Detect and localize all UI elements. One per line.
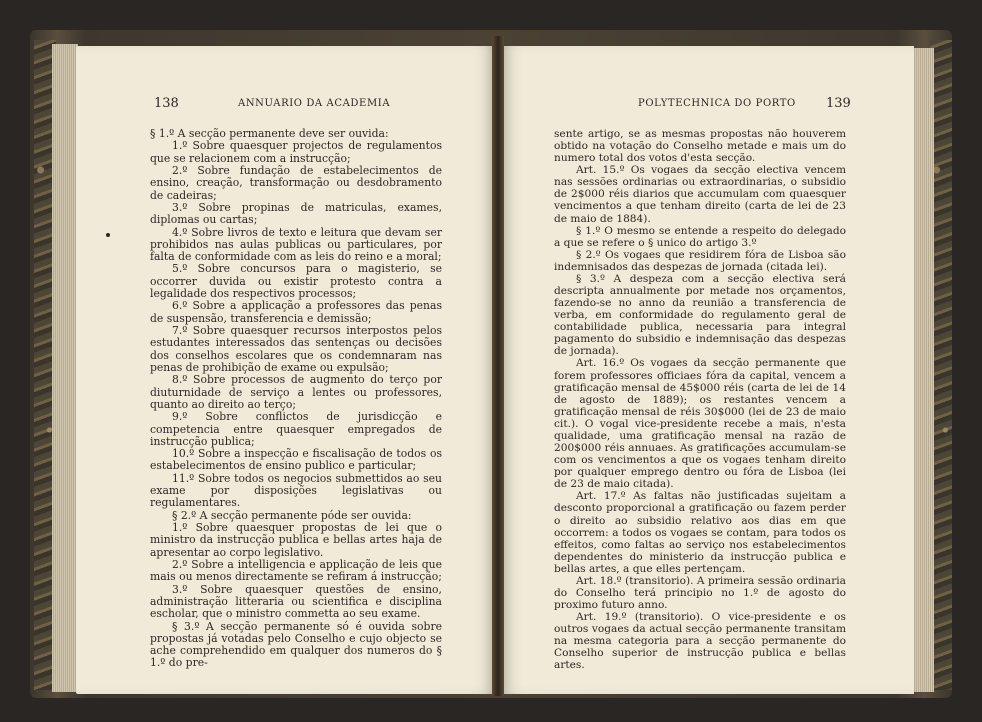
- paragraph: 7.º Sobre quaesquer recursos interpostos pelos estudantes interessados das sentenças ou decisões dos conselhos escolares que os condemnaram nas penas de prohibição de exame ou expulsão;: [150, 324, 442, 374]
- book-gutter: [492, 36, 504, 696]
- paragraph: 3.º Sobre propinas de matriculas, exames, diplomas ou cartas;: [150, 200, 442, 227]
- paragraph: 6.º Sobre a applicação a professores das penas de suspensão, transferencia e demissão;: [150, 299, 442, 325]
- page-number: 138: [154, 96, 179, 111]
- paragraph: 4.º Sobre livros de texto e leitura que devam ser prohibidos nas aulas publicas ou particulares, por falta de conformidade com as leis do reino e a moral;: [150, 225, 442, 264]
- paragraph: Art. 18.º (transitorio). A primeira sessão ordinaria do Conselho terá principio no 1.º de agosto do proximo futuro anno.: [554, 574, 846, 612]
- left-page: [76, 46, 496, 694]
- page-edges-right: [912, 48, 934, 692]
- paragraph: sente artigo, se as mesmas propostas não houverem obtido na votação do Conselho metade e mais um do numero total dos votos d'esta secção.: [554, 128, 846, 165]
- paragraph: 2.º Sobre fundação de estabelecimentos de ensino, creação, transformação ou desdobramento de cadeiras;: [150, 163, 442, 202]
- paragraph: § 1.º A secção permanente deve ser ouvida:: [150, 127, 389, 140]
- page-text: [150, 128, 442, 670]
- paragraph: 5.º Sobre concursos para o magisterio, se occorrer duvida ou existir protesto contra a legalidade dos respectivos processos;: [150, 262, 442, 301]
- paragraph: 8.º Sobre processos de augmento do terço por diuturnidade de serviço a lentes ou professores, quanto ao direito ao terço;: [150, 373, 442, 411]
- paragraph: § 3.º A despeza com a secção electiva será descripta annualmente por metade nos orçamentos, fazendo-se no anno da reunião a transferencia de verba, em conformidade do regulamento geral de contabilidade publica, necessaria para integral pagamento do subsidio e indemnisação das despezas de jornada).: [554, 272, 846, 358]
- paragraph: § 3.º A secção permanente só é ouvida sobre propostas já votadas pelo Conselho e cujo objecto se ache comprehendido em qualquer dos numeros do § 1.º do pre-: [150, 619, 442, 670]
- paragraph: Art. 19.º (transitorio). O vice-presidente e os outros vogaes da actual secção permanente transitam na mesma categoria para a secção permanente do Conselho superior de instrucção publica e bellas artes.: [554, 611, 846, 672]
- page-number: 139: [826, 96, 851, 111]
- paragraph: Art. 15.º Os vogaes da secção electiva vencem nas sessões ordinarias ou extraordinarias, o subsidio de 2$000 réis diarios que accumulam com quaesquer vencimentos a que tenham direito (carta de lei de 23 de maio de 1884).: [554, 164, 846, 225]
- page-text: [554, 128, 846, 672]
- paragraph: § 2.º A secção permanente póde ser ouvida:: [172, 508, 412, 522]
- running-head: POLYTECHNICA DO PORTO: [638, 98, 796, 109]
- paragraph: Art. 17.º As faltas não justificadas sujeitam a desconto proporcional a gratificação ou fazem perder o direito ao subsidio relativo aos dias em que occorrem: a todos os vogaes se contam, para todos os effeitos, como faltas ao serviço nos estabelecimentos dependentes do ministerio da instrucção publica e bellas artes, a que elles pertençam.: [554, 490, 846, 575]
- ink-speck: [106, 233, 110, 237]
- paragraph: 2.º Sobre a intelligencia e applicação de leis que mais ou menos directamente se refiram á instrucção;: [150, 557, 442, 584]
- paragraph: Art. 16.º Os vogaes da secção permanente que forem professores officiaes fóra da capital, vencem a gratificação mensal de 45$000 réis (carta de lei de 14 de agosto de 1889); os restantes vencem a gratificação mensal de réis 30$000 (lei de 23 de maio cit.). O vogal vice-presidente recebe a mais, n'esta qualidade, uma gratificação mensal na razão de 200$000 réis annuaes. As gratificações accumulam-se com os vencimentos a que os vogaes tenham direito por qualquer emprego dentro ou fóra de Lisboa (lei de 23 de maio citada).: [554, 357, 846, 491]
- paragraph: § 1.º O mesmo se entende a respeito do delegado a que se refere o § unico do artigo 3.º: [554, 224, 846, 249]
- paragraph: 9.º Sobre conflictos de jurisdicção e competencia entre quaesquer empregados de instrucção publica;: [150, 410, 442, 448]
- paragraph: 1.º Sobre quaesquer projectos de regulamentos que se relacionem com a instrucção;: [150, 139, 442, 165]
- paragraph: 10.º Sobre a inspecção e fiscalisação de todos os estabelecimentos de ensino publico e particular;: [150, 447, 442, 473]
- paragraph: 1.º Sobre quaesquer propostas de lei que o ministro da instrucção publica e bellas artes haja de apresentar ao corpo legislativo.: [150, 521, 442, 559]
- paragraph: § 2.º Os vogaes que residirem fóra de Lisboa são indemnisados das despezas de jornada (citada lei).: [554, 248, 846, 273]
- right-page: [500, 46, 914, 694]
- running-head: ANNUARIO DA ACADEMIA: [238, 98, 391, 109]
- paragraph: 3.º Sobre quaesquer questões de ensino, administração litteraria ou scientifica e disciplina escholar, que o ministro commetta ao seu exame.: [150, 582, 442, 621]
- page-edges-left: [52, 44, 78, 692]
- paragraph: 11.º Sobre todos os negocios submettidos ao seu exame por disposições legislativas ou regulamentares.: [150, 471, 442, 510]
